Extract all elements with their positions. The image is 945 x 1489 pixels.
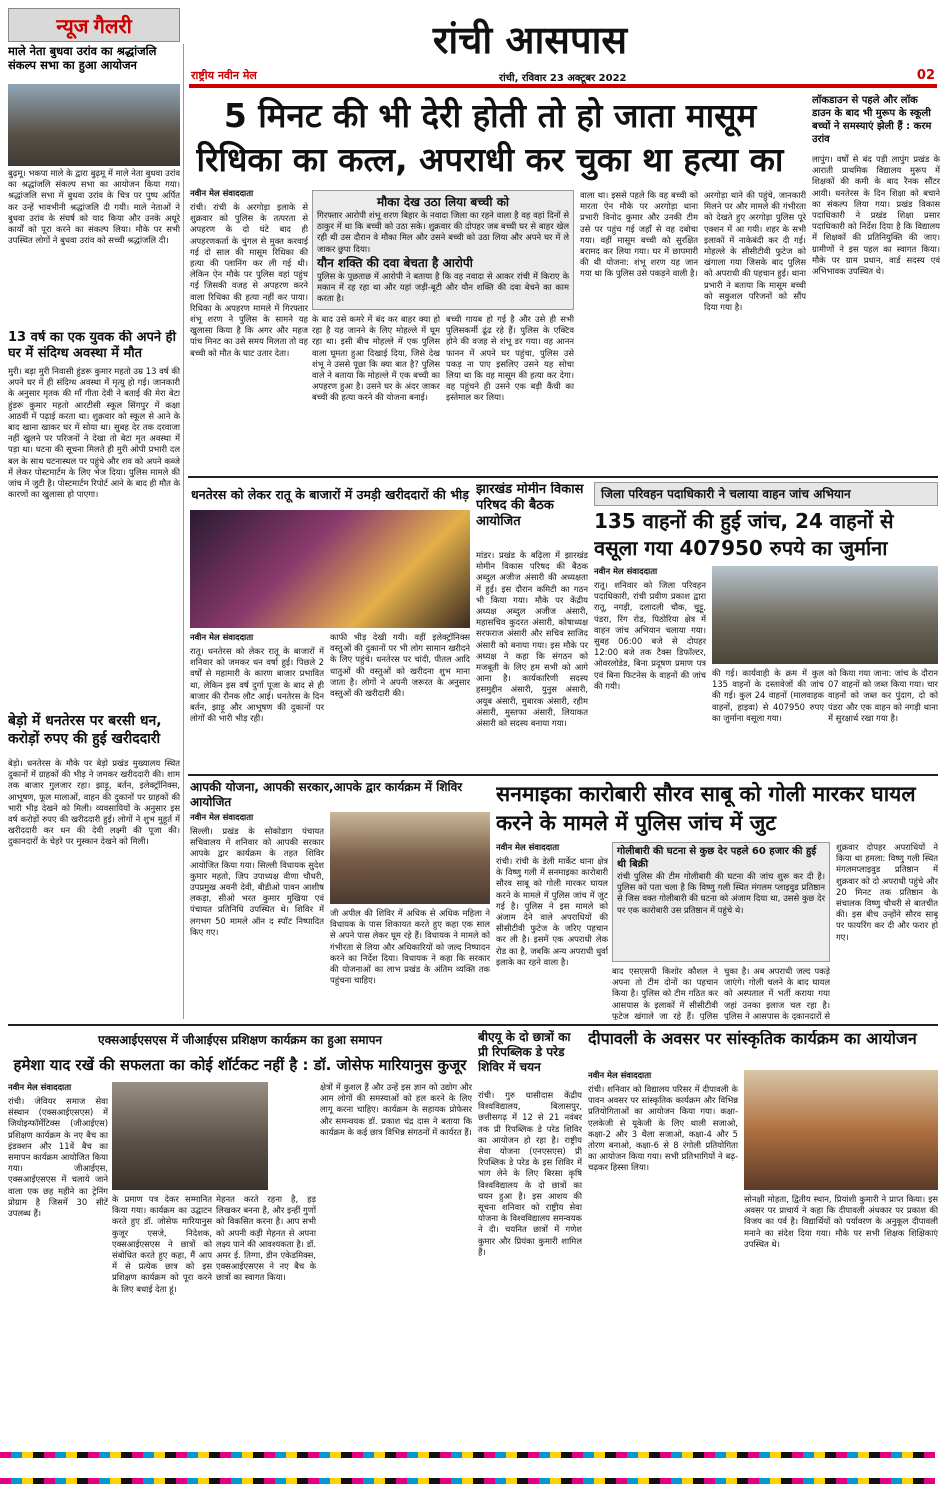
diwali-headline: दीपावली के अवसर पर सांस्कृतिक कार्यक्रम का आयोजन xyxy=(588,1030,917,1048)
strip-block xyxy=(924,1478,935,1484)
strip-block xyxy=(143,1478,154,1484)
strip-block xyxy=(11,1478,22,1484)
transport-kicker: जिला परिवहन पदाधिकारी ने चलाया वाहन जांच अभियान xyxy=(601,487,851,501)
strip-block xyxy=(22,1452,33,1458)
strip-block xyxy=(275,1452,286,1458)
strip-block xyxy=(242,1478,253,1484)
left-story1-title: माले नेता बुधवा उरांव का श्रद्धांजलि संकल्प सभा का हुआ आयोजन xyxy=(8,44,157,72)
lead-col4: वाला था। इससे पहले कि वह बच्ची को मारता ऐन मौके पर अरगोड़ा थाना प्रभारी विनोद कुमार और उनकी टीम उसे पर पहुंच गई जहाँ से वह दबोचा गया। वहीं मासूम बच्ची को सुरक्षित बरामद कर लिया गया। घर में छापमारी की थी योजना: शंभू शरण यह जान गया था कि पुलिस उसे पकड़ने वाली है। xyxy=(580,190,698,279)
strip-block xyxy=(363,1478,374,1484)
strip-block xyxy=(682,1478,693,1484)
strip-block xyxy=(891,1478,902,1484)
sidebar-right-body: लापुंग। वर्षों से बंद पड़ी लापुंग प्रखंड के आराती प्राथमिक विद्यालय मुरूप में शिक्षकों की कमी के बाद रैनक सौंटर आयी। धनतेरस के दिन शिक्षा को बचाने का संकल्प लिया गया। प्रखंड विकास पदाधिकारी ने प्रखंड शिक्षा प्रसार पदाधिकारी को निर्देश दिया है कि विद्यालय में शिक्षकों की प्रतिनियुक्ति की जाए। ग्रामीणों ने इस पहल का स्वागत किया। मौके पर ग्राम प्रधान, वार्ड सदस्य एवं अभिभावक उपस्थित थे। xyxy=(812,154,940,277)
strip-block xyxy=(517,1452,528,1458)
strip-block xyxy=(44,1452,55,1458)
strip-block xyxy=(0,1452,11,1458)
strip-block xyxy=(154,1478,165,1484)
transport-col3: को किया गया जाना: जांच के दौरान 07 वाहनों को जब्त किया गया। चार वाहनों को जब्त कर पुंदाग, दो को पंडरा और एक वाहन को नगड़ी थाना में सुरक्षार्थ रखा गया है। xyxy=(828,668,938,723)
saurav-byline: नवीन मेल संवाददाता xyxy=(496,842,560,852)
strip-block xyxy=(55,1452,66,1458)
strip-block xyxy=(187,1478,198,1484)
strip-block xyxy=(154,1452,165,1458)
strip-block xyxy=(385,1478,396,1484)
strip-block xyxy=(781,1478,792,1484)
strip-block xyxy=(671,1478,682,1484)
strip-block xyxy=(726,1478,737,1484)
lead-col3: बच्ची गायब हो गई है और उसे ही सभी पुलिसकर्मी ढूंढ रहे हैं। पुलिस के एक्टिव होने की वजह से शंभू डर गया। वह आनन फानन में अपने घर पहुंचा, पुलिस उसे पकड़ ना पाए इसलिए उसने यह सोचा लिया था कि वह मासूम की हत्या कर देगा। वह पहुंचने ही उसने एक बड़ी कैंची का इस्तेमाल कर लिया। xyxy=(446,314,574,403)
strip-block xyxy=(495,1452,506,1458)
left-story1-body: बुढ़मू। भकपा माले के द्वारा बुढ़मू में माले नेता बुधवा उरांव का श्रद्धांजलि संकल्प सभा का आयोजन किया गया। श्रद्धांजलि सभा में बुधवा उरांव के चित्र पर पुष्प अर्पित कर उन्हें भावभीनी श्रद्धांजलि दी गयी। माले नेताओं ने बुधवा उरांव के संघर्ष को याद किया और उनके अधूरे कार्यों को पूरा करने का संकल्प लिया। मौके पर सभी उपस्थित लोगों ने बुधवा उरांव को सच्ची श्रद्धांजलि दी। xyxy=(8,168,180,246)
dhanteras-photo xyxy=(190,510,470,628)
strip-block xyxy=(660,1478,671,1484)
strip-block xyxy=(803,1478,814,1484)
paper-name: राष्ट्रीय नवीन मेल xyxy=(191,69,257,82)
strip-block xyxy=(11,1452,22,1458)
strip-block xyxy=(407,1478,418,1484)
strip-block xyxy=(693,1478,704,1484)
strip-block xyxy=(231,1452,242,1458)
strip-block xyxy=(253,1478,264,1484)
strip-block xyxy=(473,1452,484,1458)
strip-block xyxy=(385,1452,396,1458)
strip-block xyxy=(550,1478,561,1484)
exl-col1: रांची। जेवियर समाज सेवा संस्थान (एक्सआईएसएस) में जियोइन्फॉर्मेटिक्स (जीआईएस) प्रशिक्षण कार्यक्रम के नए बैच का इंडक्शन और 11वें बैच का समापन कार्यक्रम आयोजित किया गया। जीआईएस, एक्सआईएसएस में चलाये जाने वाला एक छह महीने का ट्रेनिंग प्रोग्राम है जिसमें 30 सीटें उपलब्ध हैं। xyxy=(8,1096,108,1219)
strip-block xyxy=(825,1478,836,1484)
strip-block xyxy=(792,1452,803,1458)
strip-block xyxy=(462,1478,473,1484)
strip-block xyxy=(33,1478,44,1484)
strip-block xyxy=(924,1452,935,1458)
shivir-title: आपकी योजना, आपकी सरकार,आपके द्वार कार्यक्रम में शिविर आयोजित xyxy=(190,780,463,809)
strip-block xyxy=(418,1478,429,1484)
diwali-byline: नवीन मेल संवाददाता xyxy=(588,1070,652,1080)
strip-block xyxy=(616,1452,627,1458)
strip-block xyxy=(231,1478,242,1484)
strip-block xyxy=(396,1478,407,1484)
strip-block xyxy=(814,1452,825,1458)
strip-block xyxy=(484,1452,495,1458)
strip-block xyxy=(770,1478,781,1484)
lead-byline: नवीन मेल संवाददाता xyxy=(190,188,254,198)
strip-block xyxy=(88,1478,99,1484)
strip-block xyxy=(913,1478,924,1484)
strip-block xyxy=(33,1452,44,1458)
lead-col2: के बाद उसे कमरे में बंद कर बाहर क्या हो रहा है यह जानने के लिए मोहल्ले में घूम रहा था। इसी बीच मोहल्ले में एक पुलिस वाला घूमता हुआ दिखाई दिया, जिसे देख शंभू ने उससे पूछा कि क्या बात है? पुलिस वाले ने बताया कि मोहल्ले में एक बच्ची का अपहरण हुआ है। उसने घर के अंदर जाकर बच्ची की हत्या करने की योजना बनाई। xyxy=(312,314,440,403)
strip-block xyxy=(748,1478,759,1484)
bau-body: रांची। गुरु घासीदास केंद्रीय विश्वविद्यालय, बिलासपुर, छत्तीसगढ़ में 12 से 21 नवंबर तक प्री रिपब्लिक डे परेड शिविर का आयोजन हो रहा है। राष्ट्रीय सेवा योजना (एनएसएस) प्री रिपब्लिक डे परेड के इस शिविर में भाग लेने के लिए बिरसा कृषि विश्वविद्यालय के दो छात्रों का चयन हुआ है। इस आशय की सूचना शनिवार को राष्ट्रीय सेवा योजना के विश्वविद्यालय समन्वयक ने दी। चयनित छात्रों में गणेश कुमार और प्रियंका कुमारी शामिल हैं। xyxy=(478,1090,582,1257)
strip-block xyxy=(363,1452,374,1458)
strip-block xyxy=(374,1478,385,1484)
page-number: 02 xyxy=(916,68,935,83)
sidebar-right-title: लॉकडाउन से पहले और लॉक डाउन के बाद भी मुरूप के स्कूली बच्चों ने समस्याएं झेली हैं : करम उरांव xyxy=(812,95,932,145)
strip-block xyxy=(528,1452,539,1458)
strip-block xyxy=(869,1452,880,1458)
transport-photo xyxy=(712,566,938,664)
saurav-subbox-text: रांची पुलिस की टीम गोलीबारी की घटना की जांच शुरू कर दी है। पुलिस को पता चला है कि विष्णु गली स्थित मंगलम प्लाइवुड प्रतिष्ठान से जिस वक्त गोलीबारी की घटना को अंजाम दिया था, उससे कुछ देर पर एक कारोबारी उस प्रतिष्ठान में पहुंचे थे। xyxy=(617,871,825,915)
strip-block xyxy=(506,1452,517,1458)
strip-block xyxy=(66,1478,77,1484)
strip-block xyxy=(341,1478,352,1484)
strip-block xyxy=(99,1452,110,1458)
strip-block xyxy=(429,1478,440,1484)
strip-block xyxy=(374,1452,385,1458)
strip-block xyxy=(847,1452,858,1458)
strip-block xyxy=(110,1478,121,1484)
strip-block xyxy=(704,1478,715,1484)
strip-block xyxy=(484,1478,495,1484)
header-bar xyxy=(189,66,937,88)
diwali-col1: रांची। शनिवार को विद्यालय परिसर में दीपावली के पावन अवसर पर सांस्कृतिक कार्यक्रम और विभिन्न प्रतियोगिताओं का आयोजन किया गया। कक्षा-एलकेजी से यूकेजी के लिए थाली सजाओ, कक्षा-2 और 3 थैला सजाओ, कक्षा-4 और 5 तोरण बनाओ, कक्षा-6 से 8 रंगोली प्रतियोगिता का आयोजन किया गया। सभी प्रतिभागियों ने बढ़-चढ़कर हिस्सा लिया। xyxy=(588,1084,738,1173)
dateline: रांची, रविवार 23 अक्टूबर 2022 xyxy=(499,73,627,84)
sidebox-title-2: यौन शक्ति की दवा बेचता है आरोपी xyxy=(317,256,473,270)
strip-block xyxy=(77,1452,88,1458)
strip-block xyxy=(616,1478,627,1484)
strip-block xyxy=(132,1452,143,1458)
left-story2-title: 13 वर्ष का एक युवक की अपने ही घर में संदिग्ध अवस्था में मौत xyxy=(8,330,176,361)
strip-block xyxy=(330,1478,341,1484)
strip-block xyxy=(759,1478,770,1484)
strip-block xyxy=(165,1478,176,1484)
strip-block xyxy=(528,1478,539,1484)
strip-block xyxy=(495,1478,506,1484)
exl-photo xyxy=(112,1082,268,1190)
strip-block xyxy=(715,1452,726,1458)
strip-block xyxy=(44,1478,55,1484)
strip-block xyxy=(770,1452,781,1458)
dhanteras-col2: काफी भीड़ देखी गयी। वहीं इलेक्ट्रॉनिक्स वस्तुओं की दुकानों पर भी लोग सामान खरीदने के लिए पहुंचे। धनतेरस पर चांदी, पीतल आदि धातुओं की वस्तुओं को खरीदना शुभ माना जाता है। लोगों ने अपनी जरूरत के अनुसार वस्तुओं की खरीदारी की। xyxy=(330,632,470,699)
exl-col2: के प्रमाण पत्र देकर सम्मानित किया गया। कार्यक्रम का उद्घाटन करते हुए डॉ. जोसेफ मारियानुस कुजूर एसजे, निदेशक, एक्सआईएसएस ने छात्रों को संबोधित करते हुए कहा, मैं आप में से प्रत्येक छात्र को इस प्रशिक्षण कार्यक्रम को पूरा करने के लिए बधाई देता हूं। xyxy=(112,1194,212,1294)
color-strip-bottom xyxy=(0,1472,945,1484)
transport-title: 135 वाहनों की हुई जांच, 24 वाहनों से वसूला गया 407950 रुपये का जुर्माना xyxy=(594,509,894,560)
strip-block xyxy=(429,1452,440,1458)
strip-block xyxy=(187,1452,198,1458)
strip-block xyxy=(440,1478,451,1484)
strip-block xyxy=(880,1452,891,1458)
exl-headline: हमेशा याद रखें की सफलता का कोई शॉर्टकट नहीं है : डॉ. जोसेफ मारियानुस कुजूर xyxy=(13,1056,467,1074)
column-divider xyxy=(183,44,184,1019)
dhanteras-col1: रातू। धनतेरस को लेकर रातू के बाजारों में शनिवार को जमकर धन वर्षा हुई। पिछले 2 वर्षों से महामारी के कारण बाजार प्रभावित था, लेकिन इस वर्ष दुर्गा पूजा के बाद से ही बाजार की रौनक लौट आई। धनतेरस के दिन बर्तन, झाड़ू और आभूषण की दुकानों पर लोगों की भारी भीड़ रही। xyxy=(190,646,324,724)
strip-block xyxy=(121,1478,132,1484)
strip-block xyxy=(814,1478,825,1484)
strip-block xyxy=(858,1478,869,1484)
strip-block xyxy=(649,1452,660,1458)
dhanteras-title: धनतेरस को लेकर रातू के बाजारों में उमड़ी खरीददारों की भीड़ xyxy=(191,487,469,502)
strip-block xyxy=(22,1478,33,1484)
strip-block xyxy=(176,1452,187,1458)
strip-block xyxy=(737,1452,748,1458)
strip-block xyxy=(297,1478,308,1484)
strip-block xyxy=(902,1452,913,1458)
strip-block xyxy=(880,1478,891,1484)
shivir-byline: नवीन मेल संवाददाता xyxy=(190,812,254,822)
strip-block xyxy=(902,1478,913,1484)
strip-block xyxy=(165,1452,176,1458)
strip-block xyxy=(737,1478,748,1484)
transport-byline: नवीन मेल संवाददाता xyxy=(594,566,658,576)
sidebox-title-1: मौका देख उठा लिया बच्ची को xyxy=(376,195,510,209)
strip-block xyxy=(0,1478,11,1484)
strip-block xyxy=(418,1452,429,1458)
strip-block xyxy=(605,1478,616,1484)
strip-block xyxy=(462,1452,473,1458)
news-gallery-logo xyxy=(8,8,180,42)
strip-block xyxy=(792,1478,803,1484)
strip-block xyxy=(253,1452,264,1458)
strip-block xyxy=(583,1452,594,1458)
strip-block xyxy=(594,1478,605,1484)
strip-block xyxy=(539,1478,550,1484)
strip-block xyxy=(451,1478,462,1484)
strip-block xyxy=(264,1478,275,1484)
strip-block xyxy=(242,1452,253,1458)
sidebox-text-1: गिरफ्तार आरोपी शंभू शरण बिहार के नवादा जिला का रहने वाला है वह वहां दिनों से ठाकुर में था कि बच्ची को उठा सके। शुक्रवार की दोपहर जब बच्ची घर से बाहर खेल रही थी उस दौरान वे मौका मिल और उसने बच्ची को उठा लिया और अपने घर में ले जाकर छुपा दिया। xyxy=(317,210,569,254)
strip-block xyxy=(693,1452,704,1458)
strip-block xyxy=(110,1452,121,1458)
strip-block xyxy=(627,1478,638,1484)
exl-byline: नवीन मेल संवाददाता xyxy=(8,1082,72,1092)
strip-block xyxy=(297,1452,308,1458)
saurav-col1: रांची। रांची के डेली मार्केट थाना क्षेत्र के विष्णु गली में सनमाइका कारोबारी सौरव साबू को गोली मारकर घायल करने के मामले में पुलिस जांच में जुट गई है। पुलिस ने इस मामले को अंजाम देने वाले अपराधियों की सीसीटीवी फुटेज के जरिए पहचान कर ली है। इसमें एक अपराधी लेक रोड का है, जबकि अन्य अपराधी धुर्वा इलाके का रहने वाला है। xyxy=(496,856,608,967)
strip-block xyxy=(88,1452,99,1458)
strip-block xyxy=(220,1452,231,1458)
strip-block xyxy=(539,1452,550,1458)
strip-block xyxy=(77,1478,88,1484)
strip-block xyxy=(407,1452,418,1458)
jharkhand-body: मांडर। प्रखंड के बढ़िला में झारखंड मोमीन विकास परिषद की बैठक अब्दुल अजीज अंसारी की अध्यक्षता में हुई। इस दौरान कमिटी का गठन भी किया गया। मौके पर केंद्रीय अध्यक्ष अब्दुल अजीज अंसारी, महासचिव कुदरत अंसारी, कोषाध्यक्ष सरफराज अंसारी और सचिव साजिद अंसारी को बनाया गया। इस मौके पर अध्यक्ष ने कहा कि संगठन को मजबूती के लिए हम सभी को आगे आना है। कार्यकारिणी सदस्य हसमुद्दीन अंसारी, युनुस अंसारी, अयूब अंसारी, मुबारक अंसारी, रहीम अंसारी, मुस्तफा अंसारी, लियाकत अंसारी को सदस्य बनाया गया। xyxy=(476,550,588,729)
transport-kicker-box xyxy=(594,482,938,506)
strip-block xyxy=(858,1452,869,1458)
strip-block xyxy=(143,1452,154,1458)
strip-block xyxy=(220,1478,231,1484)
strip-block xyxy=(847,1478,858,1484)
strip-block xyxy=(352,1452,363,1458)
lead-col5: अरगोड़ा थाने की पहुंचे, जानकारी मिलने पर और मामले की गंभीरता को देखते हुए अरगोड़ा पुलिस पूरे एक्शन में आ गयी। शहर के सभी इलाकों में नाकेबंदी कर दी गई। मोहल्ले के सीसीटीवी फुटेज को खंगाला गया जिसके बाद पुलिस को अपराधी की पहचान हुई। थाना प्रभारी ने बताया कि मासूम बच्ची को सकुशल परिजनों को सौंप दिया गया है। xyxy=(704,190,806,313)
strip-block xyxy=(506,1478,517,1484)
saurav-col3: चुका है। अब अपराधी जल्द पकड़े जाएंगे। गोली चलने के बाद घायल को अस्पताल में भर्ती कराया गया जहां उनका इलाज चल रहा है। पुलिस ने आसपास के दुकानदारों से xyxy=(724,966,830,1020)
strip-block xyxy=(869,1478,880,1484)
strip-block xyxy=(715,1478,726,1484)
strip-block xyxy=(891,1452,902,1458)
strip-block xyxy=(561,1478,572,1484)
strip-block xyxy=(704,1452,715,1458)
strip-block xyxy=(286,1478,297,1484)
strip-block xyxy=(121,1452,132,1458)
saurav-col4: शुक्रवार दोपहर अपराधियों ने किया था हमला: विष्णु गली स्थित मंगलमप्लाइवुड प्रतिष्ठान में शुक्रवार को दो अपराधी पहुंचे और 20 मिनट तक प्रतिष्ठान के संचालक विष्णु चौधरी से बातचीत की। इस बीच उन्होंने सौरव साबू पर फायरिंग कर दी और फरार हो गए। xyxy=(836,842,938,942)
h-divider-2 xyxy=(188,774,938,776)
strip-block xyxy=(341,1452,352,1458)
strip-block xyxy=(308,1478,319,1484)
strip-block xyxy=(803,1452,814,1458)
bau-title: बीएयू के दो छात्रों का प्री रिपब्लिक डे परेड शिविर में चयन xyxy=(478,1030,571,1074)
strip-block xyxy=(440,1452,451,1458)
transport-col1: रातू। शनिवार को जिला परिवहन पदाधिकारी, रांची प्रवीण प्रकाश द्वारा रातू, नगड़ी, दलादली चौक, चुट्टू, पंडरा, रिंग रोड, पिठोरिया क्षेत्र में वाहन जांच अभियान चलाया गया। सुबह 06:00 बजे से दोपहर 12:00 बजे तक टैक्स डिफॉल्टर, ओवरलोडेड, बिना प्रदूषण प्रमाण पत्र एवं बिना फिटनेस के वाहनों की जांच की गयी। xyxy=(594,580,706,691)
strip-block xyxy=(836,1478,847,1484)
strip-block xyxy=(176,1478,187,1484)
strip-block xyxy=(198,1452,209,1458)
strip-block xyxy=(638,1452,649,1458)
strip-block xyxy=(781,1452,792,1458)
strip-block xyxy=(638,1478,649,1484)
color-strip-top xyxy=(0,1446,945,1458)
strip-block xyxy=(825,1452,836,1458)
strip-block xyxy=(550,1452,561,1458)
strip-block xyxy=(451,1452,462,1458)
strip-block xyxy=(572,1452,583,1458)
strip-block xyxy=(605,1452,616,1458)
jharkhand-title: झारखंड मोमीन विकास परिषद की बैठक आयोजित xyxy=(476,482,584,529)
lead-headline: 5 मिनट की भी देरी होती तो हो जाता मासूम रिधिका का कत्ल, अपराधी कर चुका था हत्या का xyxy=(196,96,784,179)
strip-block xyxy=(913,1452,924,1458)
h-divider xyxy=(188,476,938,478)
strip-block xyxy=(264,1452,275,1458)
diwali-col2: सोनक्षी मोहता, द्वितीय स्थान, प्रियांशी कुमारी ने प्राप्त किया। इस अवसर पर प्राचार्य ने कहा कि दीपावली अंधकार पर प्रकाश की विजय का पर्व है। विद्यार्थियों को पर्यावरण के अनुकूल दीपावली मनाने का संदेश दिया गया। मौके पर सभी शिक्षक शिक्षिकाएं उपस्थित थे। xyxy=(744,1194,938,1249)
shivir-photo xyxy=(330,812,490,904)
left-story1-photo xyxy=(8,84,180,166)
exl-col4: क्षेत्रों में कुशल हैं और उन्हें इस ज्ञान को उद्योग और आम लोगों की समस्याओं को हल करने के लिए लागू करना चाहिए। कार्यक्रम के सहायक प्रोफेसर और समन्वयक डॉ. प्रकाश चंद्र दास ने बताया कि कार्यक्रम के कई छात्र विभिन्न संगठनों में कार्यरत हैं। xyxy=(320,1082,472,1137)
strip-block xyxy=(660,1452,671,1458)
strip-block xyxy=(319,1452,330,1458)
strip-block xyxy=(594,1452,605,1458)
strip-block xyxy=(572,1478,583,1484)
lead-sidebox xyxy=(312,190,574,310)
strip-block xyxy=(209,1452,220,1458)
strip-block xyxy=(308,1452,319,1458)
strip-block xyxy=(55,1478,66,1484)
strip-block xyxy=(682,1452,693,1458)
exl-kicker: एक्सआईएसएस में जीआईएस प्रशिक्षण कार्यक्रम का हुआ समापन xyxy=(97,1033,383,1047)
strip-block xyxy=(517,1478,528,1484)
saurav-subbox-title: गोलीबारी की घटना से कुछ देर पहले 60 हजार की हुई थी बिक्री xyxy=(617,846,817,870)
strip-block xyxy=(99,1478,110,1484)
strip-block xyxy=(836,1452,847,1458)
strip-block xyxy=(748,1452,759,1458)
diwali-photo xyxy=(744,1070,938,1190)
left-story2-body: मुरी। बड़ा मुरी निवासी हुंडरू कुमार महतो उम्र 13 वर्ष की अपने घर में ही संदिग्ध अवस्था में मृत्यु हो गई। जानकारी के अनुसार मृतक की माँ गीता देवी ने बताई की मेरा बेटा हुंडरू कुमार महतो आरटीसी स्कूल सिंगपुर में कक्षा आठवीं में पढ़ाई करता था। शुक्रवार को स्कूल से आने के बाद खाना खाकर घर में सोया था। सुबह देर तक दरवाजा नहीं खुलने पर परिजनों ने देखा तो बेटा मृत अवस्था में पड़ा था। घटना की सूचना मिलते ही मुरी ओपी प्रभारी दल बल के साथ घटनास्थल पर पहुंचे और शव को अपने कब्जे में लेकर पोस्टमार्टम के लिए भेज दिया। पुलिस मामले की जांच में जुटी है। पोस्टमार्टम रिपोर्ट आने के बाद ही मौत के कारणों का खुलासा हो पाएगा। xyxy=(8,366,180,500)
saurav-subbox xyxy=(612,842,830,962)
lead-col1: रांची। रांची के अरगोड़ा इलाके से शुक्रवार को पुलिस के तत्परता से अपहरण के दो घंटे बाद ही अपहरणकर्ता के चुंगल से मुक्त करवाई गई दो साल की मासूम रिधिका की हत्या की प्लानिंग कर ली गई थी। लेकिन ऐन मौके पर पुलिस वहां पहुंच गई जिसकी वजह से अपहरण करने वाला रिधिका की हत्या नहीं कर पाया। रिधिका के अपहरण मामले में गिरफ्तार शंभू शरण ने पुलिस के सामने यह खुलासा किया है कि अगर और महज पांच मिनट का उसे समय मिलता तो वह बच्ची को मौत के घाट उतार देता। xyxy=(190,202,308,358)
h-divider-3 xyxy=(8,1024,938,1026)
shivir-col2: जी अपील की शिविर में अधिक से अधिक महिला ने विधायक के पास शिकायत करते हुए कहा एक साल से अपने पास लेकर घूम रहे हैं। विधायक ने मामले को गंभीरता से लिया और अधिकारियों को जल्द निष्पादन करने का निर्देश दिया। विधायक ने कहा कि सरकार की योजनाओं का लाभ प्रखंड के अंतिम व्यक्ति तक पहुंचना चाहिए। xyxy=(330,908,490,986)
strip-block xyxy=(671,1452,682,1458)
logo-word-1: न्यूज xyxy=(56,14,89,38)
strip-block xyxy=(198,1478,209,1484)
logo-word-2: गैलरी xyxy=(93,14,132,38)
exl-col3: मेहनत करते रहना है, हड़ लिखकर बनना है, और इन्हीं गुणों को विकसित करना है। आप सभी को अपनी कड़ी मेहनत से अपना लक्ष्य पाने की आवश्यकता है। डॉ. अमर ई. तिग्गा, डीन एकेडमिक्स, एक्सआईएसएस ने नए बैच के छात्रों का स्वागत किया। xyxy=(216,1194,316,1283)
strip-block xyxy=(286,1452,297,1458)
strip-block xyxy=(759,1452,770,1458)
strip-block xyxy=(561,1452,572,1458)
sidebox-text-2: पुलिस के पूछताछ में आरोपी ने बताया है कि वह नवादा से आकर रांची में किराए के मकान में रह रहा था और यहां जड़ी-बूटी और यौन शक्ति की दवा बेचने का काम करता है। xyxy=(317,271,569,304)
strip-block xyxy=(583,1478,594,1484)
left-story3-body: बेड़ो। धनतेरस के मौके पर बेड़ो प्रखंड मुख्यालय स्थित दुकानों में ग्राहकों की भीड़ ने जमकर खरीददारी की। शाम तक बाजार गुलजार रहा। झाड़ू, बर्तन, इलेक्ट्रॉनिक्स, आभूषण, फूल मालाओं, वाहन की दुकानों पर ग्राहकों की भारी भीड़ देखने को मिली। व्यवसायियों के अनुसार इस वर्ष करोड़ों रुपए की खरीददारी हुई। लोगों ने शुभ मुहूर्त में खरीददारी कर धन की देवी लक्ष्मी की पूजा की। दुकानदारों के चेहरे पर मुस्कान देखने को मिली। xyxy=(8,758,180,847)
strip-block xyxy=(649,1478,660,1484)
strip-block xyxy=(473,1478,484,1484)
shivir-col1: सिल्ली। प्रखंड के सोकोडाग पंचायत सचिवालय में शनिवार को आपकी सरकार आपके द्वार कार्यक्रम के तहत शिविर आयोजित किया गया। सिल्ली विधायक सुदेश कुमार महतो, जिप उपाध्यक्ष वीणा चौधरी, उपप्रमुख अवनी देवी, बीडीओ पावन आशीष लकड़ा, सीओ भरत कुमार मुखिया एवं पंचायत प्रतिनिधि उपस्थित थे। शिविर में लगभग 50 मामले ऑन द स्पॉट निष्पादित किए गए। xyxy=(190,826,324,937)
dhanteras-byline: नवीन मेल संवाददाता xyxy=(190,632,254,642)
strip-block xyxy=(275,1478,286,1484)
saurav-col2: बाद एसएसपी किशोर कौशल ने अपना तो टीम दोनों का पहचान किया है। पुलिस को टीम गठित कर आसपास के इलाकों में सीसीटीवी फुटेज खंगाले जा रहे हैं। पुलिस xyxy=(612,966,718,1020)
strip-block xyxy=(396,1452,407,1458)
saurav-headline: सनमाइका कारोबारी सौरव साबू को गोली मारकर घायल करने के मामले में पुलिस जांच में जुट xyxy=(496,782,916,835)
section-title: रांची आसपास xyxy=(432,18,628,62)
strip-block xyxy=(352,1478,363,1484)
strip-block xyxy=(132,1478,143,1484)
strip-block xyxy=(726,1452,737,1458)
strip-block xyxy=(66,1452,77,1458)
left-story3-title: बेड़ो में धनतेरस पर बरसी धन, करोड़ों रुपए की हुई खरीददारी xyxy=(8,713,162,747)
strip-block xyxy=(209,1478,220,1484)
transport-col2: की गई। कार्यवाही के क्रम में कुल 135 वाहनों के दस्तावेजों की जांच की गई। कुल 24 वाहनों (मालवाहक वाहनों, हाइवा) से 407950 रुपए का जुर्माना वसूला गया। xyxy=(712,668,824,723)
strip-block xyxy=(319,1478,330,1484)
strip-block xyxy=(627,1452,638,1458)
strip-block xyxy=(330,1452,341,1458)
